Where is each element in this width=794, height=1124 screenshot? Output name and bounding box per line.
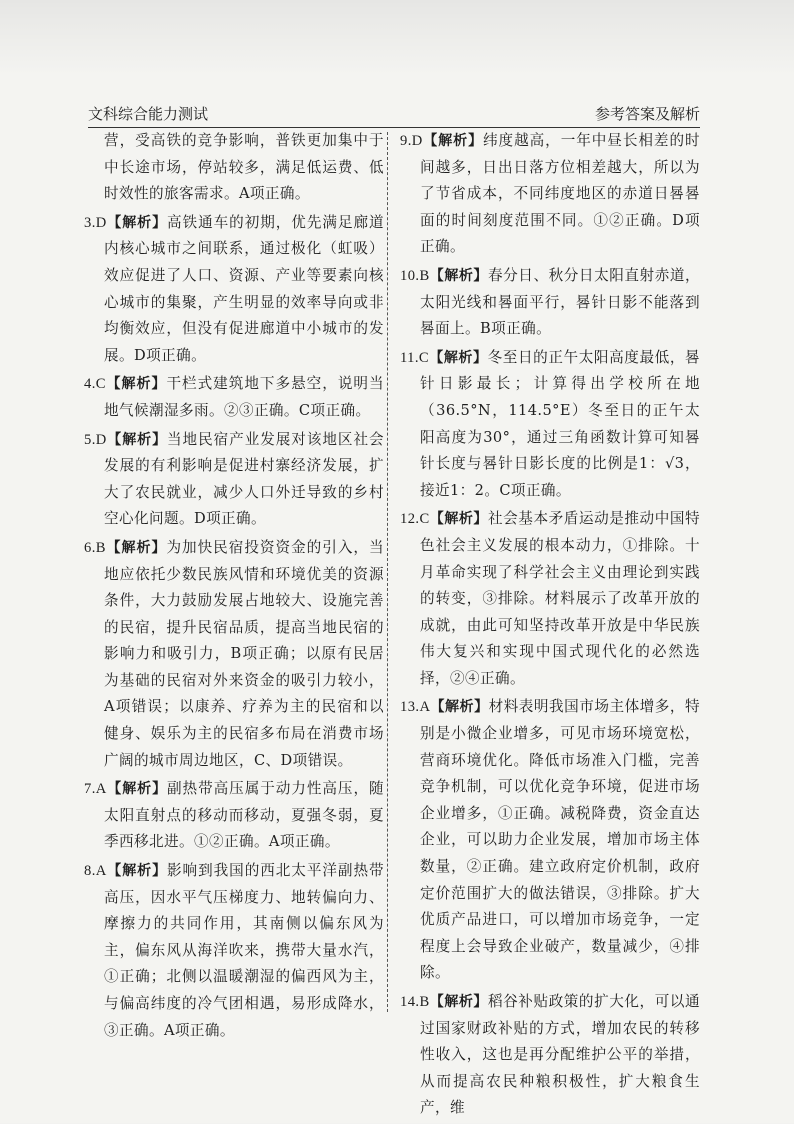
analysis-text: 稻谷补贴政策的扩大化，可以通过国家财政补贴的方式，增加农民的转移性收入，这也是再分配维护公平的举措，从而提高农民种粮积极性，扩大粮食生产，维	[420, 993, 700, 1117]
question-number: 7.	[84, 781, 96, 798]
answer-letter: D	[95, 431, 107, 448]
analysis-tag: 【解析】	[105, 376, 167, 393]
answer-item	[84, 371, 384, 424]
answer-item	[400, 345, 700, 505]
question-number: 10.	[400, 267, 420, 284]
analysis-text: 冬至日的正午太阳高度最低，晷针日影最长；计算得出学校所在地（36.5°N，114.5°E）冬至日的正午太阳高度为30°，通过三角函数计算可知晷针长度与晷针日影长度的比例是1：√3，接近1：2。C项正确。	[420, 348, 700, 499]
answer-item	[400, 506, 700, 692]
analysis-tag: 【解析】	[430, 699, 489, 716]
subject-title: 文科综合能力测试	[88, 105, 209, 123]
analysis-text: 影响到我国的西北太平洋副热带高压，因水平气压梯度力、地转偏向力、摩擦力的共同作用，其南侧以偏东风为主，偏东风从海洋吹来，携带大量水汽，①正确；北侧以温暖潮湿的偏西风为主，与偏高纬度的冷气团相遇，易形成降水，③正确。A项正确。	[104, 862, 384, 1039]
answer-letter: A	[95, 781, 107, 798]
analysis-tag: 【解析】	[429, 267, 488, 284]
answer-letter: A	[419, 699, 431, 716]
answer-letter: C	[418, 349, 430, 366]
answer-item	[400, 128, 700, 261]
question-number: 13.	[400, 699, 420, 716]
answer-letter: C	[95, 376, 106, 393]
answer-letter: D	[95, 214, 107, 231]
analysis-tag: 【解析】	[429, 994, 488, 1010]
left-column	[84, 128, 384, 1046]
question-number: 11.	[400, 349, 419, 366]
analysis-text: 营，受高铁的竞争影响，普铁更加集中于中长途市场，停站较多，满足低运费、低时效性的旅客需求。A项正确。	[104, 132, 384, 203]
analysis-tag: 【解析】	[106, 863, 168, 880]
question-number: 5.	[84, 431, 96, 448]
analysis-tag: 【解析】	[106, 781, 168, 798]
analysis-text: 材料表明我国市场主体增多，特别是小微企业增多，可见市场环境宽松，营商环境优化。降低市场准入门槛，完善竞争机制，可以优化竞争环境，促进市场企业增多，①正确。减税降费，资金直达企业，可以助力企业发展，增加市场主体数量，②正确。建立政府定价机制，政府定价范围扩大的做法错误，③排除。扩大优质产品进口，可以增加市场竞争，一定程度上会导致企业破产，数量减少，④排除。	[420, 698, 700, 982]
answer-item	[400, 694, 700, 987]
question-number: 14.	[400, 994, 420, 1010]
answer-letter: C	[419, 511, 430, 528]
answer-letter: A	[95, 863, 107, 880]
answer-item	[400, 989, 700, 1122]
analysis-text: 当地民宿产业发展对该地区社会发展的有利影响是促进村寨经济发展，扩大了农民就业，减少人口外迁导致的乡村空心化问题。D项正确。	[104, 430, 384, 528]
answer-letter: B	[419, 994, 430, 1010]
analysis-tag: 【解析】	[422, 133, 484, 149]
analysis-tag: 【解析】	[106, 214, 168, 231]
question-number: 12.	[400, 511, 420, 528]
analysis-tag: 【解析】	[429, 511, 488, 528]
analysis-tag: 【解析】	[429, 349, 488, 366]
question-number: 9.	[400, 133, 412, 149]
answer-letter: B	[95, 539, 106, 556]
analysis-text: 高铁通车的初期，优先满足廊道内核心城市之间联系，通过极化（虹吸）效应促进了人口、资源、产业等要素向核心城市的集聚，产生明显的效率导向或非均衡效应，但没有促进廊道中小城市的发展。D项正确。	[104, 213, 384, 364]
answer-letter: D	[411, 133, 423, 149]
answer-item	[84, 858, 384, 1044]
scan-shadow	[0, 0, 794, 75]
answer-item	[84, 210, 384, 370]
answer-item	[84, 776, 384, 856]
analysis-tag: 【解析】	[105, 539, 167, 556]
analysis-text: 社会基本矛盾运动是推动中国特色社会主义发展的根本动力，①排除。十月革命实现了科学社会主义由理论到实践的转变，③排除。材料展示了改革开放的成就，由此可知坚持改革开放是中华民族伟大复兴和实现中国式现代化的必然选择，②④正确。	[420, 510, 700, 687]
analysis-text: 副热带高压属于动力性高压，随太阳直射点的移动而移动，夏强冬弱，夏季西移北进。①②正确。A项正确。	[104, 780, 384, 851]
section-title: 参考答案及解析	[594, 105, 700, 123]
answer-item	[400, 263, 700, 343]
question-number: 3.	[84, 214, 96, 231]
answer-item	[84, 427, 384, 533]
right-column	[400, 128, 700, 1124]
question-number: 6.	[84, 539, 96, 556]
question-number: 8.	[84, 863, 96, 880]
analysis-text: 为加快民宿投资资金的引入，当地应依托少数民族风情和环境优美的资源条件，大力鼓励发展占地较大、设施完善的民宿，提升民宿品质，提高当地民宿的影响力和吸引力，B项正确；以原有民居为基础的民宿对外来资金的吸引力较小，A项错误；以康养、疗养为主的民宿和以健身、娱乐为主的民宿多布局在消费市场广阔的城市周边地区，C、D项错误。	[104, 538, 384, 769]
column-divider	[387, 132, 388, 1012]
answer-item	[84, 535, 384, 774]
question-number: 4.	[84, 376, 96, 393]
answer-item	[84, 128, 384, 208]
analysis-text: 纬度越高，一年中昼长相差的时间越多，日出日落方位相差越大，所以为了节省成本，不同纬度地区的赤道日晷晷面的时间刻度范围不同。①②正确。D项正确。	[420, 132, 700, 256]
answer-letter: B	[419, 267, 430, 284]
analysis-tag: 【解析】	[106, 431, 168, 448]
analysis-text: 干栏式建筑地下多悬空，说明当地气候潮湿多雨。②③正确。C项正确。	[104, 375, 384, 419]
page-header	[88, 103, 700, 128]
analysis-text: 春分日、秋分日太阳直射赤道，太阳光线和晷面平行，晷针日影不能落到晷面上。B项正确。	[420, 266, 700, 338]
